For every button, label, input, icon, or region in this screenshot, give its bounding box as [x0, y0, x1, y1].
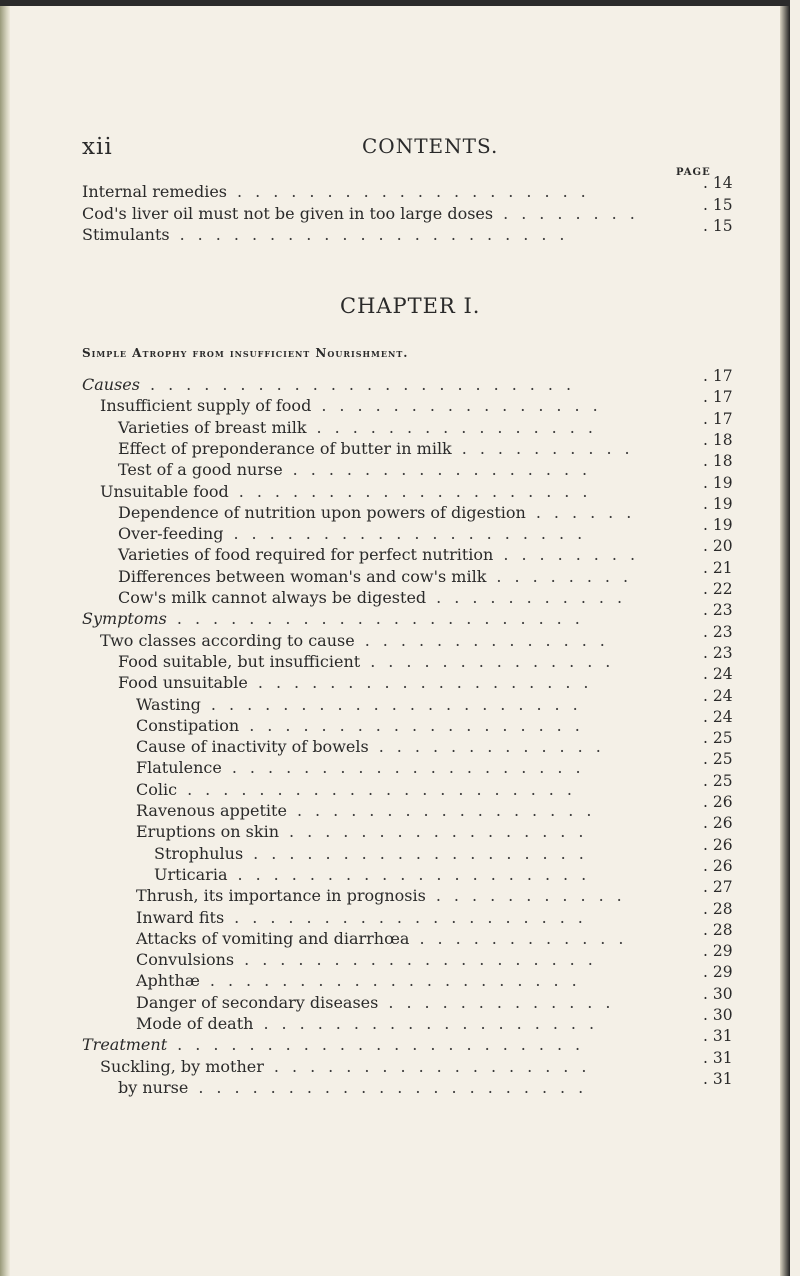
leader-dots: .................... — [238, 481, 601, 501]
toc-row — [0, 878, 790, 908]
toc-row — [0, 1006, 790, 1036]
leader-dots: .................... — [231, 758, 594, 778]
leader-dots: .................... — [237, 182, 599, 201]
toc-row — [0, 494, 790, 525]
leader-dots: ................... — [257, 673, 602, 693]
toc-row — [0, 516, 790, 546]
toc-entry-label: Test of a good nurse — [118, 460, 283, 480]
page-column-label: PAGE — [676, 167, 711, 178]
toc-entry-page-number: . 20 — [703, 537, 733, 556]
toc-entry-label: Aphthæ — [136, 971, 200, 991]
leader-dots: ..................... — [210, 694, 591, 714]
section-title: Simple Atrophy from insufficient Nourishment. — [82, 346, 409, 360]
toc-row — [0, 707, 790, 738]
leader-dots: .................... — [233, 524, 596, 544]
toc-entry-label: Two classes according to cause — [100, 630, 355, 650]
toc-entry-page-number: . 25 — [703, 729, 733, 748]
leader-dots: ........ — [496, 566, 642, 586]
toc-row — [0, 622, 790, 653]
toc-entry-label: Colic — [136, 779, 178, 799]
leader-dots: .................... — [244, 950, 606, 970]
toc-entry-page-number: . 17 — [703, 367, 733, 385]
toc-entry-page-number: . 19 — [703, 473, 733, 492]
toc-row — [0, 367, 790, 397]
toc-entry-page-number: . 29 — [703, 963, 733, 982]
toc-entry-label: Dependence of nutrition upon powers of digestion — [118, 502, 526, 522]
toc-entry-label: Unsuitable food — [100, 481, 229, 501]
leader-dots: .......... — [461, 438, 643, 458]
leader-dots: ................... — [249, 715, 593, 735]
toc-row — [0, 217, 790, 247]
leader-dots: ..................... — [209, 971, 590, 991]
leader-dots: ............. — [378, 737, 614, 757]
toc-entry-label: Suckling, by mother — [100, 1056, 264, 1076]
leader-dots: ...................... — [198, 1078, 597, 1097]
leader-dots: ............ — [419, 928, 637, 948]
toc-entry-label: Effect of preponderance of butter in milk — [118, 438, 452, 458]
toc-entry-label: Varieties of breast milk — [118, 417, 307, 437]
toc-entry-page-number: . 23 — [703, 622, 733, 641]
toc-row — [0, 558, 790, 589]
toc-entry-label: Varieties of food required for perfect nutrition — [118, 545, 494, 565]
toc-entry-page-number: . 17 — [703, 409, 733, 428]
leader-dots: .................... — [237, 864, 600, 884]
toc-entry-label: Cause of inactivity of bowels — [136, 737, 369, 757]
toc-row — [0, 1027, 790, 1057]
toc-row — [0, 195, 790, 226]
toc-entry-page-number: . 19 — [703, 494, 733, 513]
toc-entry-label: Strophulus — [154, 843, 244, 863]
toc-row — [0, 942, 790, 972]
toc-entry-page-number: . 25 — [703, 771, 733, 790]
toc-row — [0, 473, 790, 504]
toc-entry-label: Urticaria — [154, 864, 228, 884]
toc-row — [0, 771, 790, 802]
leader-dots: ................ — [316, 417, 606, 437]
toc-entry-page-number: . 22 — [703, 580, 733, 599]
toc-entry-page-number: . 28 — [703, 899, 733, 918]
toc-entry-page-number: . 30 — [703, 1006, 733, 1025]
toc-entry-label: Causes — [82, 375, 140, 394]
leader-dots: ................... — [263, 1014, 608, 1034]
leader-dots: .............. — [364, 630, 618, 650]
toc-row — [0, 729, 790, 759]
leader-dots: ...................... — [179, 225, 578, 244]
toc-entry-page-number: . 23 — [703, 601, 733, 620]
toc-row — [0, 814, 790, 844]
toc-entry-label: Thrush, its importance in prognosis — [136, 886, 426, 906]
toc-entry-label: Attacks of vomiting and diarrhœa — [136, 928, 410, 948]
leader-dots: ........................ — [149, 375, 585, 394]
leader-dots: .................... — [234, 907, 596, 927]
leader-dots: .............. — [370, 651, 624, 671]
toc-entry-page-number: . 18 — [703, 430, 733, 449]
toc-entry-label: Eruptions on skin — [136, 822, 280, 842]
toc-row — [0, 963, 790, 993]
toc-entry-page-number: . 18 — [703, 452, 733, 471]
toc-entry-page-number: . 29 — [703, 942, 733, 961]
toc-entry-page-number: . 14 — [703, 174, 733, 192]
toc-entry-label: Constipation — [136, 715, 240, 735]
toc-entry-label: Inward fits — [136, 907, 225, 927]
toc-entry-page-number: . 26 — [703, 814, 733, 833]
toc-row — [0, 452, 790, 482]
toc-entry-label: by nurse — [118, 1078, 189, 1097]
toc-row — [0, 643, 790, 674]
toc-entry-page-number: . 23 — [703, 643, 733, 662]
toc-entry-page-number: . 26 — [703, 835, 733, 854]
leader-dots: ................ — [321, 396, 611, 416]
toc-entry-page-number: . 21 — [703, 558, 733, 577]
toc-entry-label: Cod's liver oil must not be given in too large doses — [82, 203, 494, 223]
leader-dots: ....................... — [176, 609, 593, 629]
leader-dots: .................. — [273, 1056, 600, 1076]
toc-entry-page-number: . 17 — [703, 388, 733, 407]
toc-row — [0, 835, 790, 866]
toc-entry-label: Convulsions — [136, 950, 235, 970]
running-title: CONTENTS. — [362, 134, 499, 158]
toc-entry-page-number: . 24 — [703, 707, 733, 726]
toc-entry-page-number: . 30 — [703, 984, 733, 1003]
toc-entry-page-number: . 26 — [703, 856, 733, 875]
toc-row — [0, 856, 790, 887]
toc-entry-label: Cow's milk cannot always be digested — [118, 588, 427, 608]
page-folio: xii — [82, 134, 113, 160]
toc-row — [0, 665, 790, 695]
toc-entry-label: Internal remedies — [82, 182, 228, 201]
leader-dots: ...... — [535, 502, 645, 522]
toc-entry-page-number: . 31 — [703, 1070, 733, 1088]
toc-entry-page-number: . 28 — [703, 920, 733, 939]
toc-entry-label: Danger of secondary diseases — [136, 992, 379, 1012]
toc-entry-label: Mode of death — [136, 1014, 254, 1034]
toc-entry-page-number: . 24 — [703, 665, 733, 684]
toc-entry-label: Food unsuitable — [118, 673, 248, 693]
toc-entry-label: Stimulants — [82, 225, 170, 244]
toc-entry-page-number: . 25 — [703, 750, 733, 769]
toc-row — [0, 1048, 790, 1079]
toc-entry-page-number: . 15 — [703, 195, 733, 214]
toc-row — [0, 984, 790, 1015]
toc-row — [0, 580, 790, 610]
toc-row — [0, 899, 790, 930]
toc-row — [0, 793, 790, 823]
leader-dots: ................. — [296, 801, 605, 821]
leader-dots: ................... — [253, 843, 597, 863]
toc-entry-label: Symptoms — [82, 609, 167, 629]
leader-dots: ...................... — [187, 779, 585, 799]
toc-row — [0, 174, 790, 204]
toc-entry-page-number: . 24 — [703, 686, 733, 705]
toc-entry-page-number: . 26 — [703, 793, 733, 812]
toc-entry-page-number: . 31 — [703, 1027, 733, 1046]
toc-entry-label: Differences between woman's and cow's milk — [118, 566, 487, 586]
leader-dots: ........ — [503, 545, 649, 565]
leader-dots: ........... — [435, 886, 635, 906]
leader-dots: ........... — [436, 588, 636, 608]
chapter-title: CHAPTER I. — [340, 294, 481, 318]
toc-entry-label: Food suitable, but insufficient — [118, 651, 361, 671]
leader-dots: ........ — [503, 203, 648, 223]
toc-entry-page-number: . 15 — [703, 217, 733, 235]
toc-entry-label: Flatulence — [136, 758, 222, 778]
leader-dots: ....................... — [177, 1035, 594, 1055]
toc-entry-page-number: . 27 — [703, 878, 733, 897]
toc-row — [0, 409, 790, 440]
leader-dots: ............. — [388, 992, 624, 1012]
toc-row — [0, 750, 790, 780]
toc-entry-label: Ravenous appetite — [136, 801, 287, 821]
leader-dots: ................. — [289, 822, 597, 842]
toc-entry-page-number: . 31 — [703, 1048, 733, 1067]
toc-entry-label: Insufficient supply of food — [100, 396, 312, 416]
toc-row — [0, 686, 790, 717]
leader-dots: ................. — [292, 460, 601, 480]
toc-entry-page-number: . 19 — [703, 516, 733, 535]
toc-row — [0, 601, 790, 631]
toc-row — [0, 537, 790, 567]
toc-row — [0, 430, 790, 461]
toc-row — [0, 388, 790, 418]
toc-entry-label: Wasting — [136, 694, 201, 714]
toc-entry-label: Treatment — [82, 1035, 168, 1055]
toc-row — [0, 1070, 790, 1100]
toc-entry-label: Over-feeding — [118, 524, 224, 544]
toc-row — [0, 920, 790, 951]
